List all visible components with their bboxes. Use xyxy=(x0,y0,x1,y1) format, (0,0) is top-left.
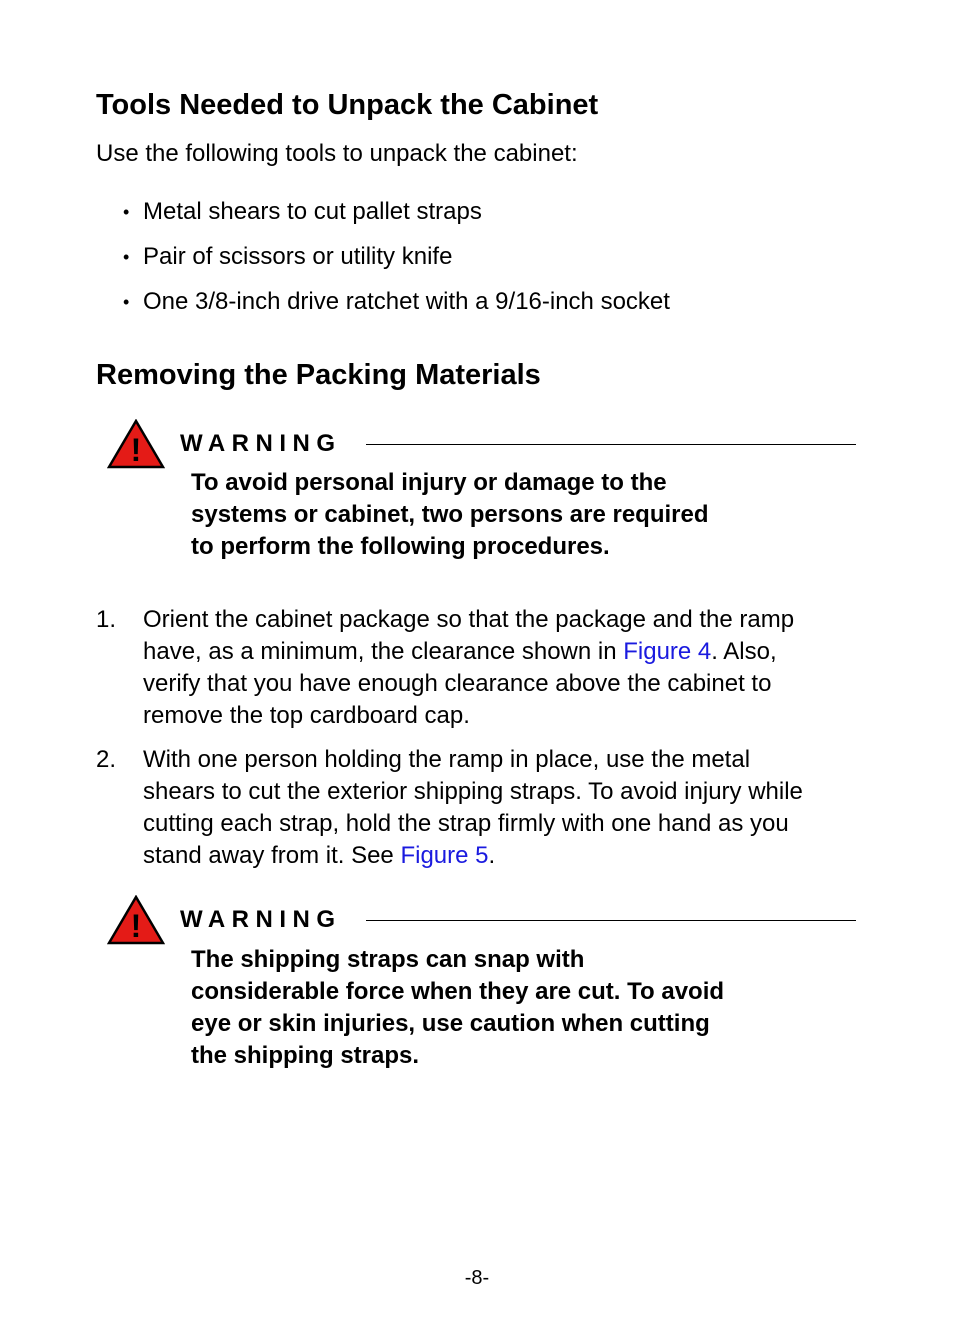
step-number: 2. xyxy=(96,746,117,773)
figure-5-link[interactable]: Figure 5 xyxy=(400,842,489,869)
step-text-fragment: . Also, xyxy=(711,638,777,665)
warning-text-line: to perform the following procedures. xyxy=(191,533,610,560)
list-item-text: Metal shears to cut pallet straps xyxy=(143,198,482,225)
warning-exclamation-mark: ! xyxy=(130,432,142,468)
page-number: -8- xyxy=(464,1267,490,1289)
bullet-icon: • xyxy=(123,202,130,222)
step-text-line: With one person holding the ramp in place, use the metal xyxy=(143,746,751,773)
step-number: 1. xyxy=(96,606,117,633)
step-text xyxy=(143,744,863,872)
step-text-line: shears to cut the exterior shipping straps. To avoid injury while xyxy=(143,778,803,805)
step-text-fragment: . xyxy=(488,842,496,869)
warning-label: WARNING xyxy=(180,906,342,933)
bullet-icon: • xyxy=(123,292,130,312)
warning-label: WARNING xyxy=(180,430,342,457)
list-item xyxy=(123,241,452,273)
step-text-line: cutting each strap, hold the strap firmly with one hand as you xyxy=(143,810,789,837)
warning-exclamation-mark: ! xyxy=(130,908,142,944)
warning-divider xyxy=(366,444,856,445)
warning-text-line: The shipping straps can snap with xyxy=(191,946,585,973)
step-text-line xyxy=(143,840,863,872)
warning-text-line: eye or skin injuries, use caution when cutting xyxy=(191,1010,710,1037)
warning-text-line: the shipping straps. xyxy=(191,1042,420,1069)
section-heading-tools: Tools Needed to Unpack the Cabinet xyxy=(96,89,599,121)
step-text-fragment: stand away from it. See xyxy=(143,842,401,869)
step-text-line: verify that you have enough clearance above the cabinet to xyxy=(143,670,772,697)
section-heading-packing: Removing the Packing Materials xyxy=(96,359,541,391)
warning-text-line: To avoid personal injury or damage to the xyxy=(191,469,667,496)
warning-text-line: systems or cabinet, two persons are required xyxy=(191,501,709,528)
warning-text xyxy=(191,944,771,1072)
warning-text-line: considerable force when they are cut. To avoid xyxy=(191,978,725,1005)
step-text xyxy=(143,604,863,732)
warning-triangle-icon xyxy=(107,419,165,469)
warning-divider xyxy=(366,920,856,921)
list-item-text: One 3/8-inch drive ratchet with a 9/16-inch socket xyxy=(143,288,670,315)
step-text-fragment: have, as a minimum, the clearance shown in xyxy=(143,638,624,665)
list-item-text: Pair of scissors or utility knife xyxy=(143,243,453,270)
bullet-icon: • xyxy=(123,247,130,267)
step-text-line: Orient the cabinet package so that the package and the ramp xyxy=(143,606,795,633)
figure-4-link[interactable]: Figure 4 xyxy=(623,638,712,665)
warning-text xyxy=(191,467,771,563)
tools-intro-text: Use the following tools to unpack the cabinet: xyxy=(96,140,578,167)
step-text-line xyxy=(143,636,863,668)
list-item xyxy=(123,196,482,228)
warning-triangle-icon xyxy=(107,895,165,945)
list-item xyxy=(123,286,670,318)
step-text-line: remove the top cardboard cap. xyxy=(143,702,470,729)
